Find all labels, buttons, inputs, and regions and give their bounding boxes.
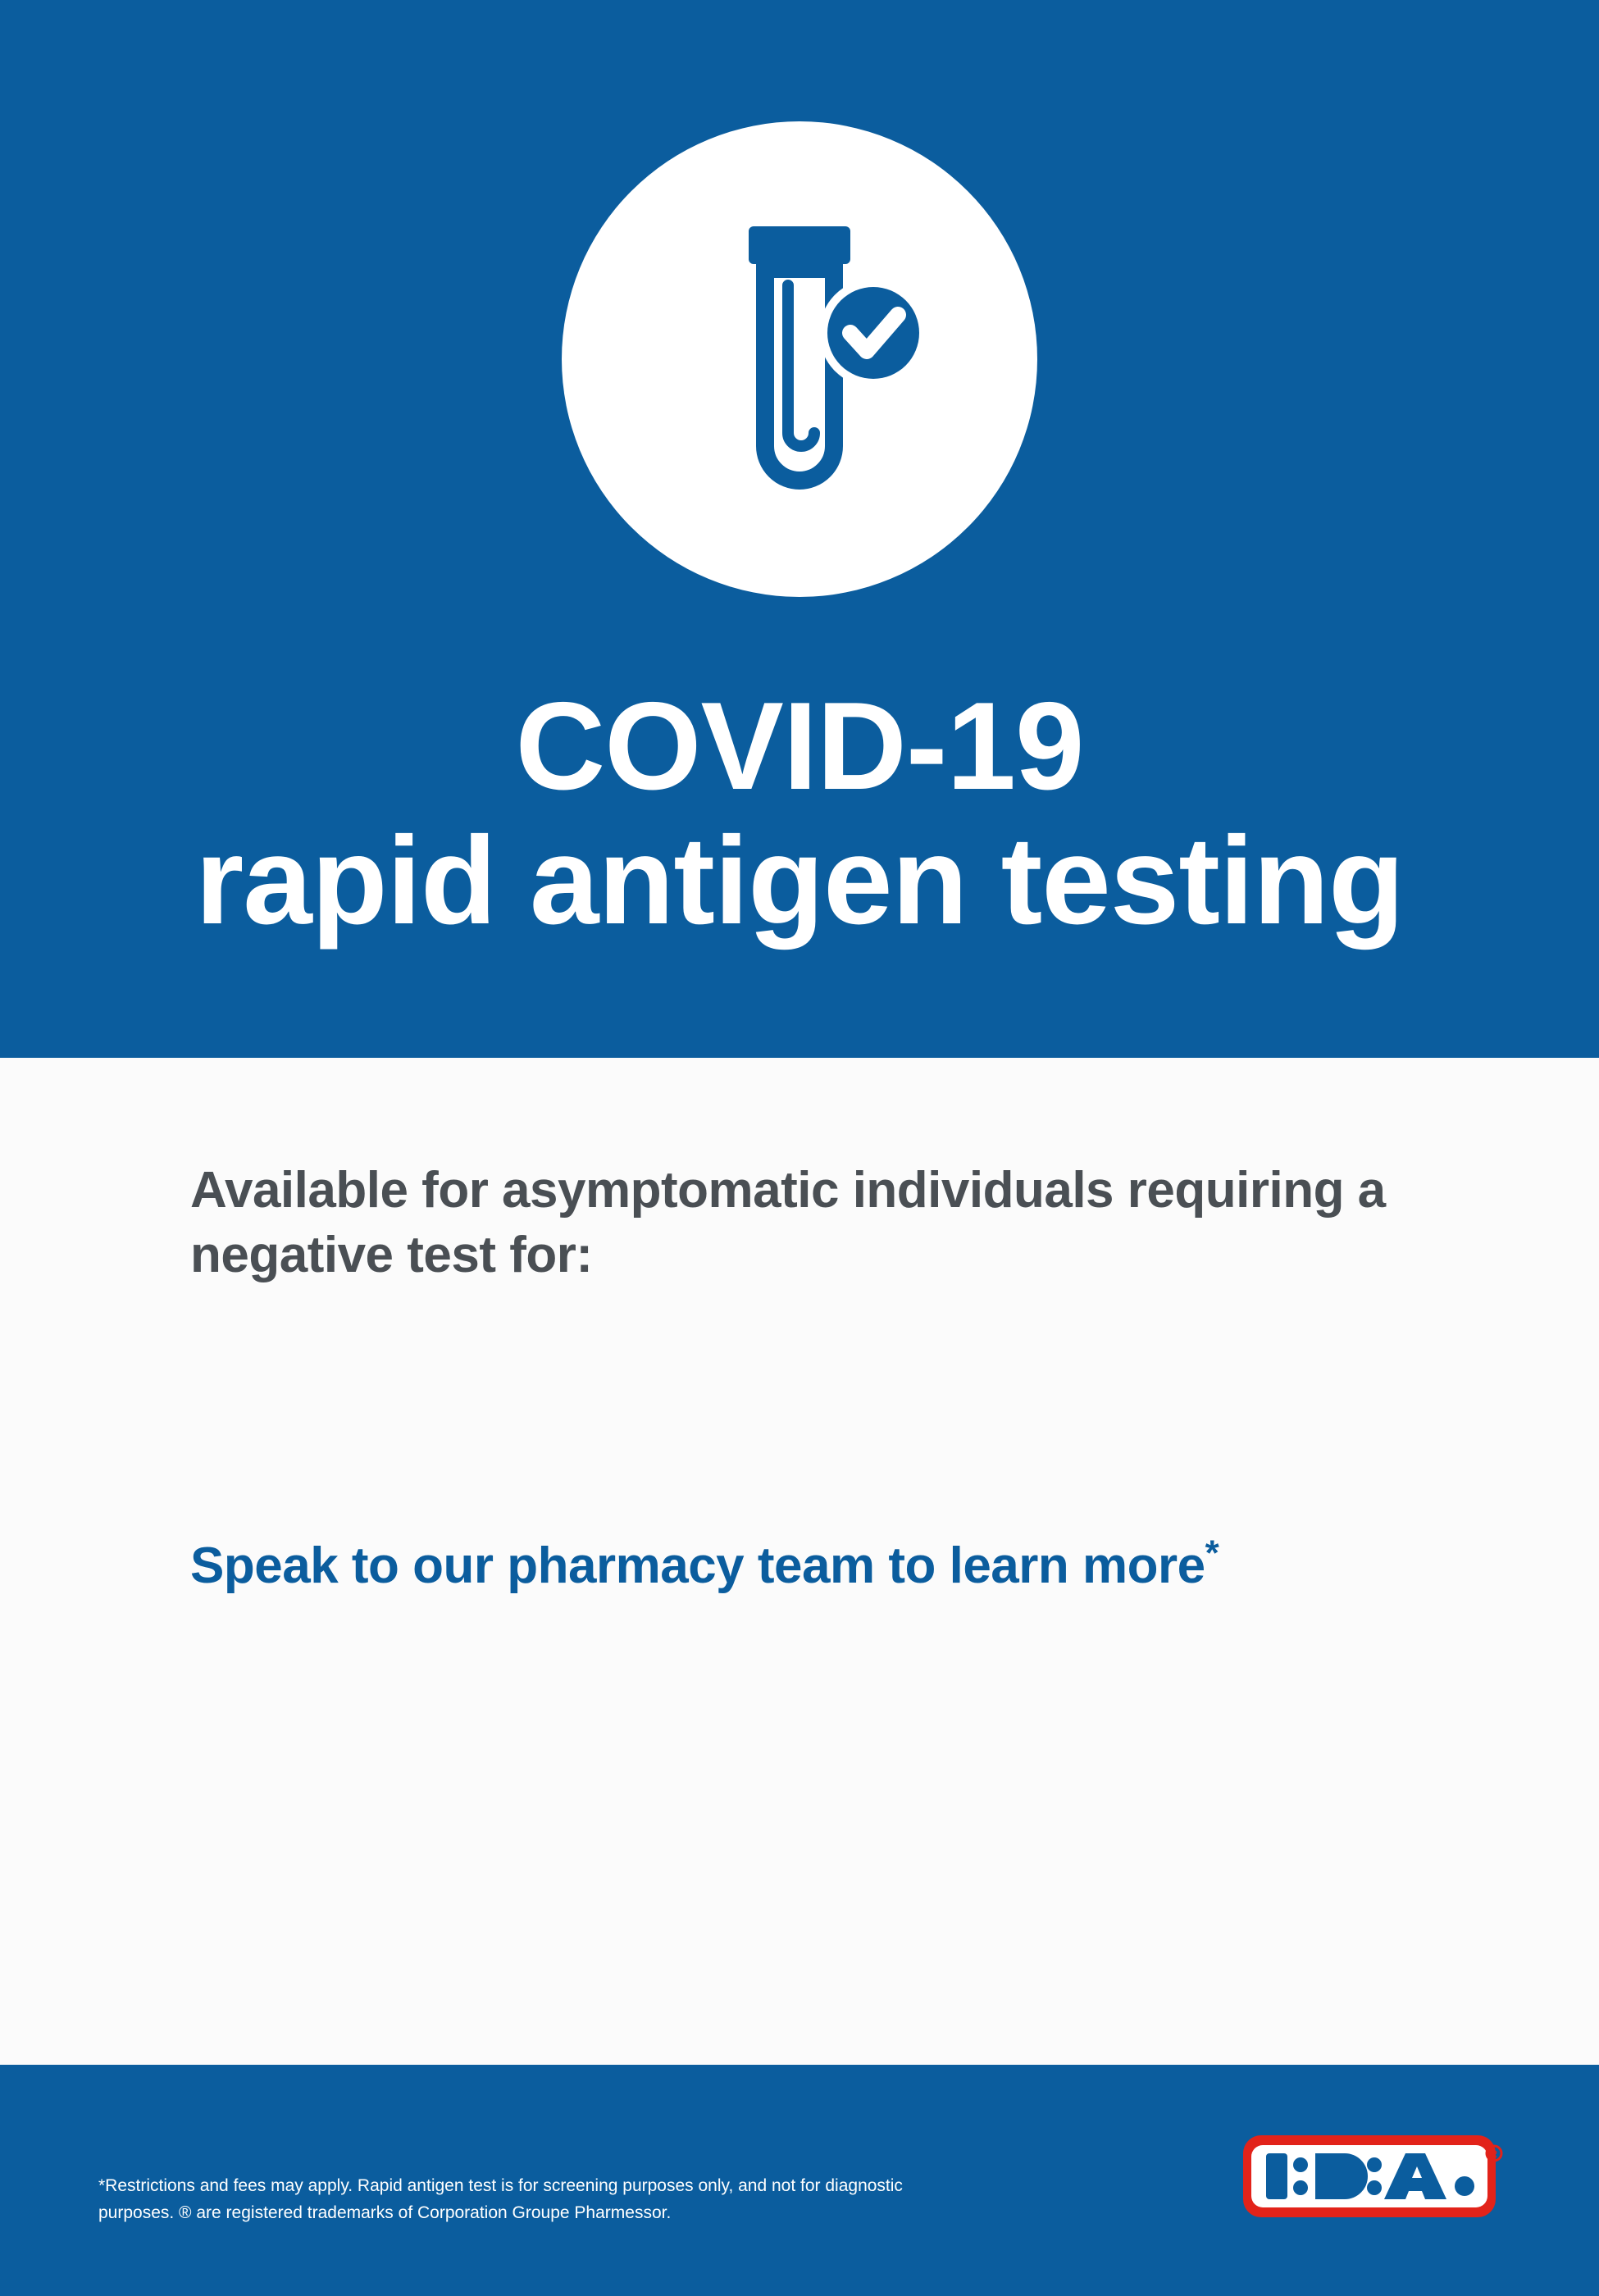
disclaimer-text: *Restrictions and fees may apply. Rapid antigen test is for screening purposes only, and not for diagnostic purposes. ® are registered trademarks of Corporation Groupe Pharmessor. bbox=[98, 2176, 903, 2222]
poster-title bbox=[195, 676, 1404, 951]
title-line-1: COVID-19 bbox=[515, 676, 1084, 816]
ida-logo bbox=[1230, 2132, 1509, 2230]
test-tube-check-icon bbox=[562, 121, 1037, 597]
title-line-2: rapid antigen testing bbox=[195, 811, 1404, 951]
svg-text:R: R bbox=[1490, 2148, 1498, 2160]
cta-asterisk: * bbox=[1205, 1533, 1219, 1574]
poster-body bbox=[0, 1058, 1599, 2065]
lead-text: Available for asymptomatic individuals requiring a negative test for: bbox=[190, 1162, 1386, 1284]
cta-label: Speak to our pharmacy team to learn more bbox=[190, 1538, 1205, 1594]
call-to-action-text bbox=[190, 1533, 1476, 1598]
poster-header bbox=[0, 0, 1599, 1058]
poster-footer bbox=[0, 2065, 1599, 2296]
